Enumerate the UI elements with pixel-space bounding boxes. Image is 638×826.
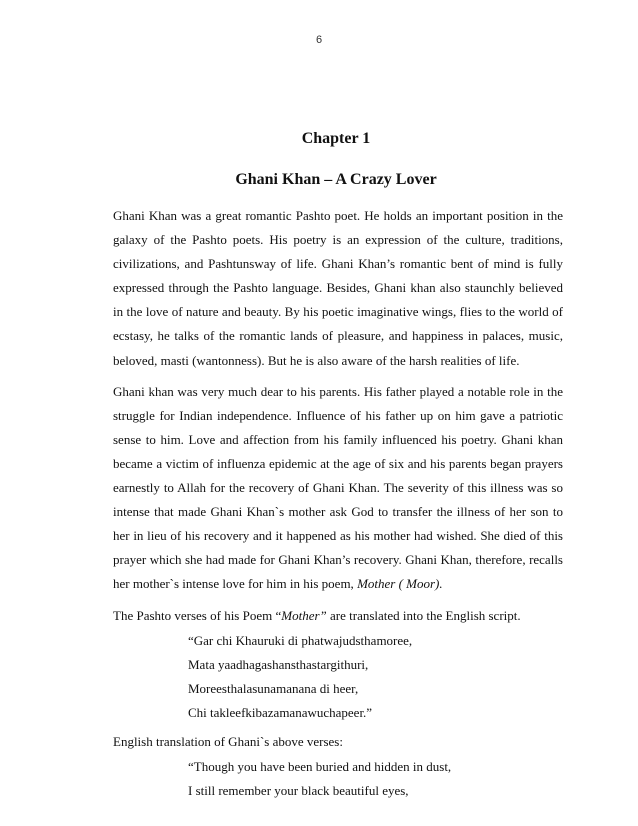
- verse-line: “Though you have been buried and hidden in dust,: [188, 759, 452, 775]
- paragraph-translation-intro: English translation of Ghani`s above verses:: [113, 733, 343, 749]
- paragraph-family-text: Ghani khan was very much dear to his parents. His father played a notable role in the struggle for Indian independence. Influence of his father up on him gave a patriotic sense to him. Love and affection from his family influenced his poetry. Ghani khan became a victim of influenza epidemic at the age of six and his parents began prayers earnestly to Allah for the recovery of Ghani Khan. The severity of this illness was so intense that made Ghani Khan`s mother ask God to transfer the illness of her son to her in lieu of his recovery and it happened as his mother had wished. She died of this prayer which she had made for Ghani Khan’s recovery. Ghani Khan, therefore, recalls her mother`s intense love for him in his poem,: [113, 383, 563, 592]
- verse-line: Mata yaadhagashansthastargithuri,: [188, 656, 369, 672]
- pashto-intro-before: The Pashto verses of his Poem “: [113, 607, 282, 623]
- verse-line: I still remember your black beautiful eyes,: [188, 783, 409, 799]
- poem-title: Mother ( Moor).: [357, 576, 443, 592]
- paragraph-intro: Ghani Khan was a great romantic Pashto poet. He holds an important position in the galaxy of the Pashto poets. His poetry is an expression of the culture, traditions, civilizations, and Pashtunsway of life. Ghani Khan’s romantic bent of mind is fully expressed through the Pashto language. Besides, Ghani khan also staunchly believed in the love of nature and beauty. By his poetic imaginative wings, flies to the world of ecstasy, he talks of the romantic lands of pleasure, and happiness in palaces, music, beloved, masti (wantonness). But he is also aware of the harsh realities of life.: [113, 208, 563, 368]
- poem-title-inline: Mother”: [281, 607, 327, 623]
- verse-line: Chi takleefkibazamanawuchapeer.”: [188, 704, 373, 720]
- pashto-intro-after: are translated into the English script.: [326, 607, 521, 623]
- page-number: 6: [315, 34, 323, 46]
- paragraph-pashto-intro: [113, 604, 563, 628]
- paragraph-family: [113, 380, 563, 597]
- english-verse-block: [188, 755, 563, 803]
- chapter-title: Ghani Khan – A Crazy Lover: [235, 171, 437, 188]
- verse-line: Moreesthalasunamanana di heer,: [188, 680, 359, 696]
- body-text: [113, 204, 563, 808]
- verse-line: “Gar chi Khauruki di phatwajudsthamoree,: [188, 632, 413, 648]
- pashto-verse-block: [188, 629, 563, 725]
- chapter-label: Chapter 1: [301, 130, 371, 147]
